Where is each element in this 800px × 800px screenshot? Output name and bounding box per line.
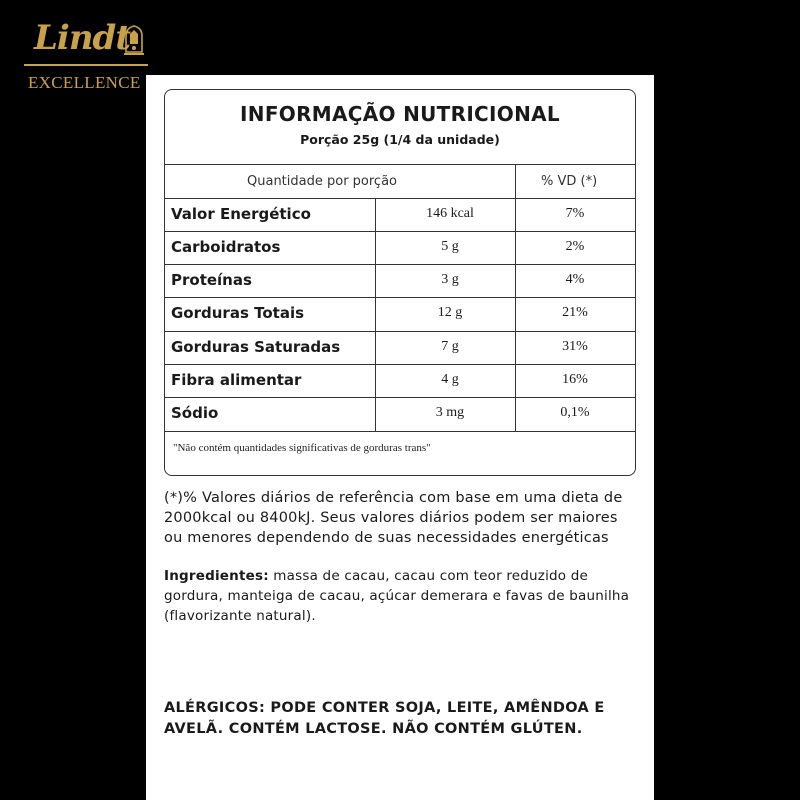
table-title: INFORMAÇÃO NUTRICIONAL xyxy=(240,102,560,126)
nutrient-quantity: 12 g xyxy=(437,305,463,320)
nutrient-quantity: 146 kcal xyxy=(426,206,474,221)
nutrient-quantity: 3 g xyxy=(441,272,459,287)
nutrient-vd: 21% xyxy=(562,305,588,320)
allergens-statement: ALÉRGICOS: PODE CONTER SOJA, LEITE, AMÊNDOA E AVELÃ. CONTÉM LACTOSE. NÃO CONTÉM GLÚTEN. xyxy=(164,700,605,737)
table-row xyxy=(165,297,635,330)
header-vd: % VD (*) xyxy=(541,174,598,189)
nutrient-vd: 2% xyxy=(565,239,585,254)
nutrient-quantity: 7 g xyxy=(441,339,459,354)
nutrient-name: Valor Energético xyxy=(171,205,311,223)
table-row xyxy=(165,364,635,397)
table-row xyxy=(165,331,635,364)
logo-rule xyxy=(24,64,148,66)
nutrient-vd: 31% xyxy=(562,339,588,354)
portion-size: Porção 25g (1/4 da unidade) xyxy=(300,132,500,147)
crest-icon xyxy=(120,22,148,58)
table-row xyxy=(165,264,635,297)
table-row xyxy=(165,397,635,430)
nutrient-name: Carboidratos xyxy=(171,238,281,256)
ingredients xyxy=(164,566,639,626)
table-row xyxy=(165,231,635,264)
nutrition-table xyxy=(164,89,636,476)
nutrient-quantity: 4 g xyxy=(441,372,459,387)
nutrient-quantity: 5 g xyxy=(441,239,459,254)
nutrient-vd: 4% xyxy=(565,272,585,287)
nutrient-vd: 16% xyxy=(562,372,588,387)
nutrient-name: Gorduras Totais xyxy=(171,304,305,322)
daily-value-footnote: (*)% Valores diários de referência com base em uma dieta de 2000kcal ou 8400kJ. Seus valores diários podem ser maiores ou menores dependendo de suas necessidades energéticas xyxy=(164,490,623,546)
nutrient-vd: 7% xyxy=(565,206,585,221)
nutrient-name: Gorduras Saturadas xyxy=(171,338,341,356)
header-quantity: Quantidade por porção xyxy=(247,174,398,189)
trans-fat-note: "Não contém quantidades significativas de gorduras trans" xyxy=(173,442,431,454)
ingredients-label: Ingredientes: xyxy=(164,568,269,584)
nutrient-name: Fibra alimentar xyxy=(171,371,302,389)
ingredients-text: massa de cacau, cacau com teor reduzido de gordura, manteiga de cacau, açúcar demerara e favas de baunilha (flavorizante natural). xyxy=(164,568,630,624)
lindt-excellence-logo xyxy=(20,12,145,96)
divider xyxy=(165,164,635,165)
nutrient-name: Sódio xyxy=(171,404,219,422)
nutrient-name: Proteínas xyxy=(171,271,252,289)
nutrition-panel xyxy=(146,75,654,800)
lindt-wordmark: Lindt xyxy=(34,18,131,58)
table-row xyxy=(165,198,635,231)
divider xyxy=(165,431,635,432)
nutrient-quantity: 3 mg xyxy=(435,405,465,420)
nutrient-vd: 0,1% xyxy=(560,405,590,420)
logo-subtitle: EXCELLENCE xyxy=(28,73,141,92)
